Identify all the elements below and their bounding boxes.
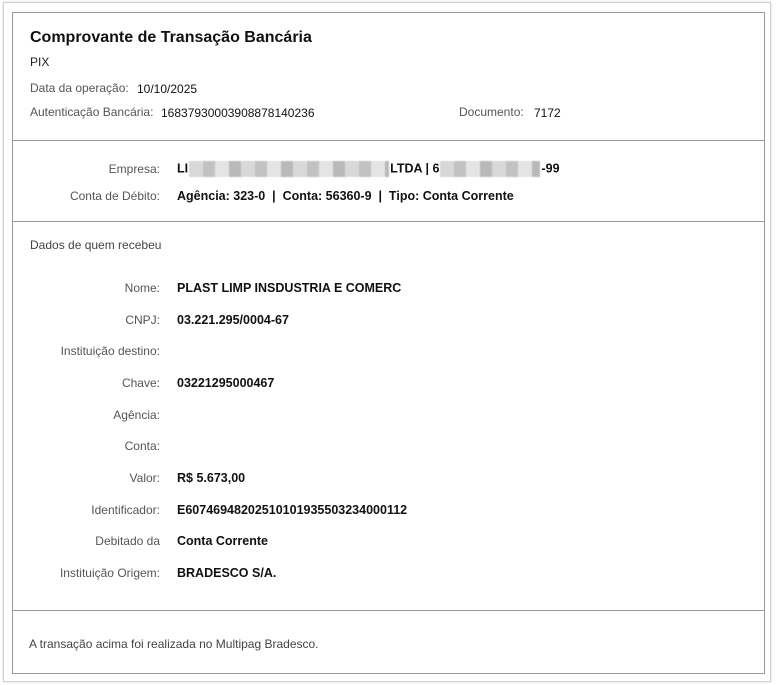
transaction-type: PIX <box>30 55 50 69</box>
document-label: Documento: <box>459 105 524 119</box>
transaction-identifier: E60746948202510101935503234000112 <box>177 503 408 517</box>
receipt-card <box>12 12 765 674</box>
recipient-cnpj: 03.221.295/0004-67 <box>177 313 289 327</box>
field-label: Conta: <box>124 439 160 453</box>
auth-value: 16837930003908878140236 <box>161 106 315 120</box>
field-label: Nome: <box>124 281 160 295</box>
divider <box>13 610 764 611</box>
document-value: 7172 <box>534 106 561 120</box>
redacted-company-name <box>189 161 389 177</box>
operation-date-label: Data da operação: <box>30 81 129 95</box>
operation-date-value: 10/10/2025 <box>137 82 198 96</box>
field-label: Instituição Origem: <box>59 566 160 580</box>
account-value: Agência: 323-0 | Conta: 56360-9 | Tipo: Conta Corrente <box>177 189 514 203</box>
company-suffix: LTDA | 6 <box>390 161 440 176</box>
recipient-pix-key: 03221295000467 <box>177 376 275 390</box>
redacted-company-doc <box>440 161 540 177</box>
origin-institution: BRADESCO S/A. <box>177 566 277 580</box>
company-prefix: LI <box>177 161 189 176</box>
field-label: Agência: <box>113 408 160 422</box>
company-label: Empresa: <box>108 162 160 176</box>
field-label: CNPJ: <box>125 313 160 327</box>
field-label: Instituição destino: <box>60 344 160 358</box>
recipient-name: PLAST LIMP INSDUSTRIA E COMERC <box>177 281 402 295</box>
company-doc-suffix: -99 <box>541 161 560 176</box>
divider <box>13 221 764 222</box>
field-label: Chave: <box>121 376 160 390</box>
divider <box>13 140 764 141</box>
company-value <box>177 161 560 177</box>
auth-label: Autenticação Bancária: <box>30 105 154 119</box>
transaction-amount: R$ 5.673,00 <box>177 471 246 485</box>
receipt-title: Comprovante de Transação Bancária <box>30 29 312 46</box>
footer-note: A transação acima foi realizada no Multipag Bradesco. <box>29 637 319 651</box>
field-label: Debitado da <box>95 534 160 548</box>
field-label: Identificador: <box>91 503 160 517</box>
field-label: Valor: <box>129 471 160 485</box>
recipient-section-title: Dados de quem recebeu <box>30 238 162 252</box>
debited-from: Conta Corrente <box>177 534 268 548</box>
account-label: Conta de Débito: <box>69 189 160 203</box>
